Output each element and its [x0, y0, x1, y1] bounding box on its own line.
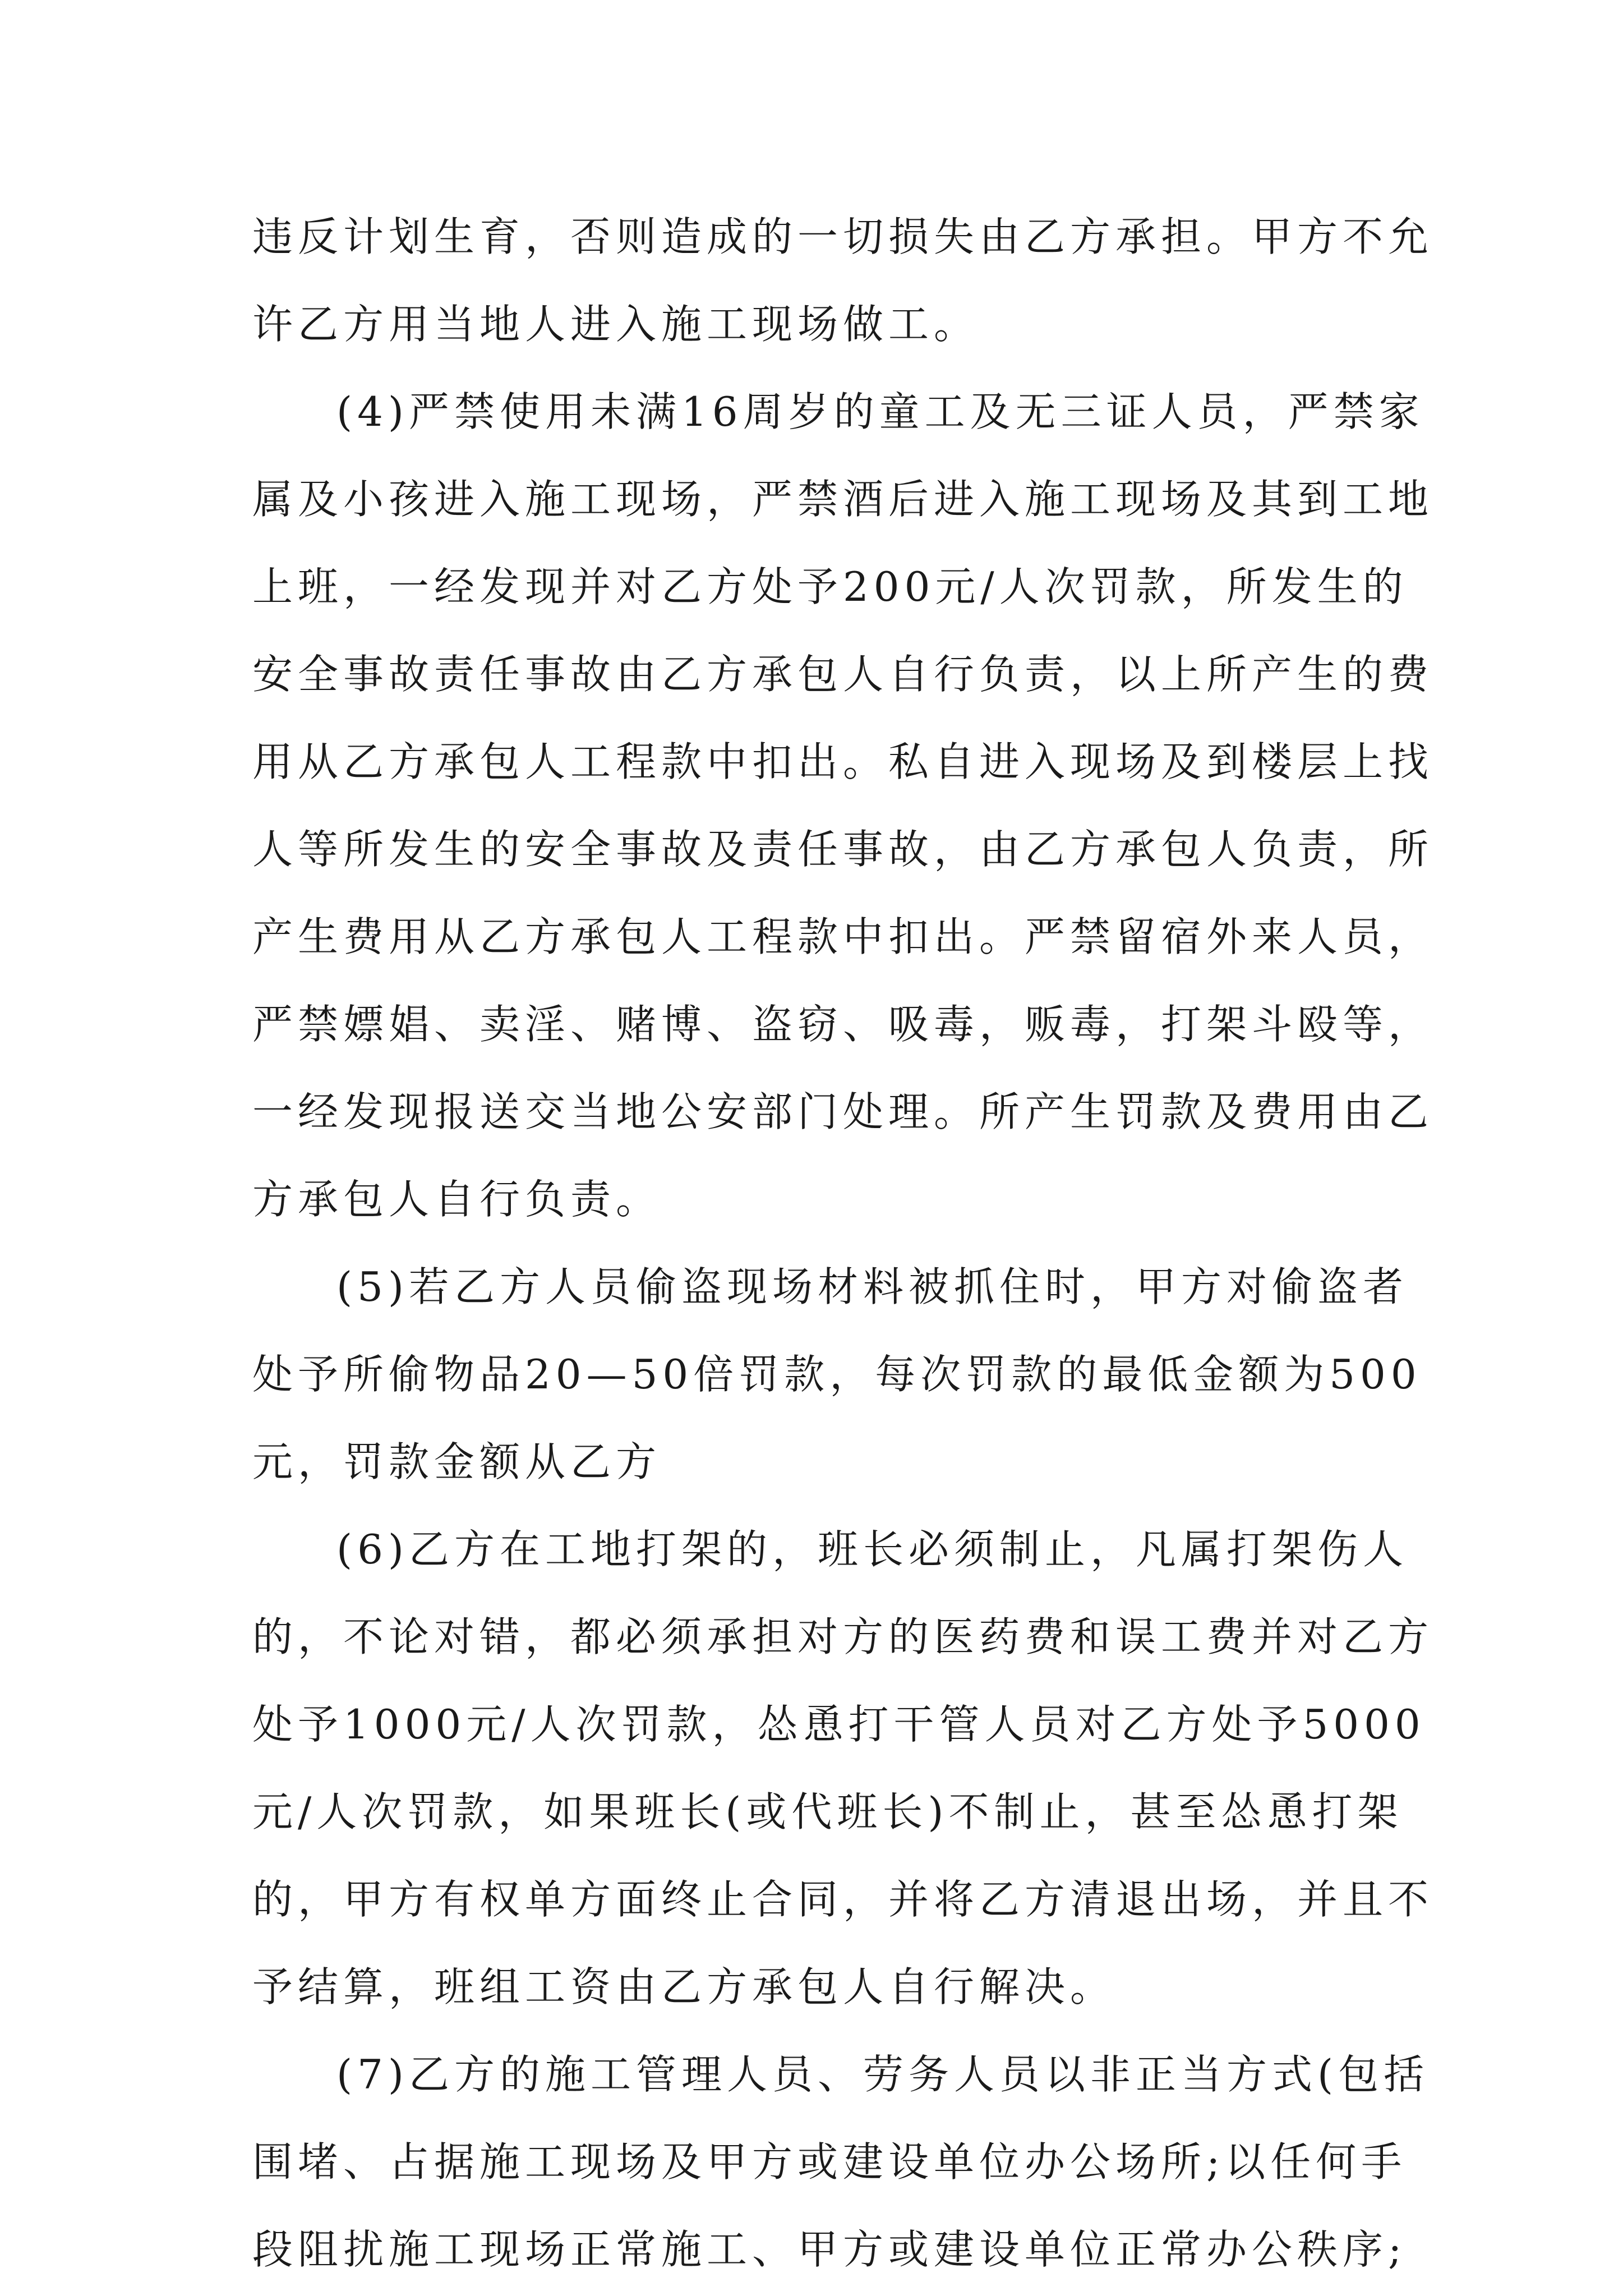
paragraph-6-start: (6)乙方在工地打架的，班长必须制止，凡属打架伤人	[336, 1526, 1408, 1573]
text-line: 严禁嫖娼、卖淫、赌博、盗窃、吸毒，贩毒，打架斗殴等，	[252, 1001, 1434, 1048]
text-line: 予结算，班组工资由乙方承包人自行解决。	[252, 1963, 1116, 2010]
text-line: 违反计划生育，否则造成的一切损失由乙方承担。甲方不允	[252, 213, 1434, 260]
text-line: 处予1000元/人次罚款，怂恿打干管人员对乙方处予5000	[252, 1701, 1426, 1748]
text-line: 处予所偷物品20—50倍罚款，每次罚款的最低金额为500	[252, 1351, 1422, 1398]
paragraph-7-start: (7)乙方的施工管理人员、劳务人员以非正当方式(包括	[336, 2051, 1430, 2098]
text-line: 的，不论对错，都必须承担对方的医药费和误工费并对乙方	[252, 1613, 1434, 1660]
text-line: 元，罚款金额从乙方	[252, 1438, 662, 1485]
text-line: 一经发现报送交当地公安部门处理。所产生罚款及费用由乙	[252, 1088, 1434, 1135]
text-line: 用从乙方承包人工程款中扣出。私自进入现场及到楼层上找	[252, 738, 1434, 785]
paragraph-4-start: (4)严禁使用未满16周岁的童工及无三证人员，严禁家	[336, 388, 1424, 435]
text-line: 围堵、占据施工现场及甲方或建设单位办公场所;以任何手	[252, 2138, 1407, 2185]
text-line: 安全事故责任事故由乙方承包人自行负责，以上所产生的费	[252, 651, 1434, 698]
text-line: 人等所发生的安全事故及责任事故，由乙方承包人负责，所	[252, 826, 1434, 873]
text-line: 的，甲方有权单方面终止合同，并将乙方清退出场，并且不	[252, 1876, 1434, 1923]
text-line: 产生费用从乙方承包人工程款中扣出。严禁留宿外来人员，	[252, 913, 1434, 960]
text-line: 属及小孩进入施工现场，严禁酒后进入施工现场及其到工地	[252, 476, 1434, 523]
text-line: 元/人次罚款，如果班长(或代班长)不制止，甚至怂恿打架	[252, 1788, 1403, 1835]
text-line: 段阻扰施工现场正常施工、甲方或建设单位正常办公秩序;	[252, 2226, 1407, 2273]
text-line: 方承包人自行负责。	[252, 1176, 662, 1223]
paragraph-5-start: (5)若乙方人员偷盗现场材料被抓住时，甲方对偷盗者	[336, 1263, 1408, 1310]
text-line: 许乙方用当地人进入施工现场做工。	[252, 301, 980, 348]
text-line: 上班，一经发现并对乙方处予200元/人次罚款，所发生的	[252, 563, 1408, 610]
